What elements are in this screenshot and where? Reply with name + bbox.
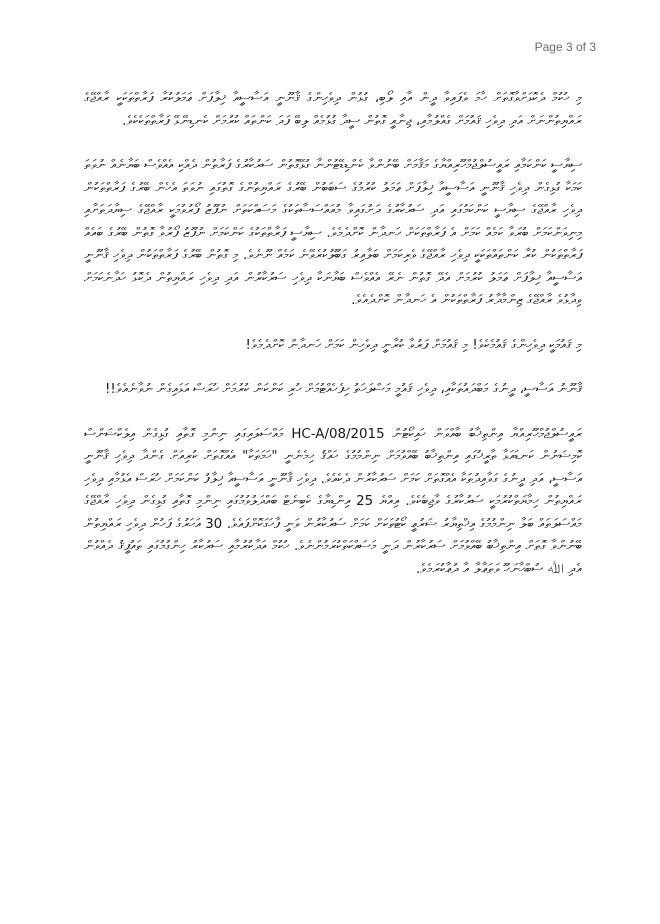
page-number: Page 3 of 3 — [534, 40, 596, 54]
document-body — [84, 88, 582, 581]
paragraph-1: މި ހުކުމް ދެކޮޅަށްވާގޮތަށް ހާމަ ވެފައިވާ ދީން އާއި ލޯބި، ގުޅުން ދިވެހިންގެ ޤާނޫނީ އަސާސީއާ ޚިލާފަށް ޢަމަލުކުރާ ފަރާތްތަކަކީ ރާއްޖޭގެ ރައްޔިތުންނަށް އަދި ދިވެހި ޤައުމަށް ގެއްލުމާއި، ޖިނާއީ ގޮތުން ސީދާ ގުޅުމެއް ލިބޭ ފަދަ ކަންތައް ކުރުމަށް ކެނޑިނޭޅޭ ފަރާތްތަކެކެވެ. — [84, 91, 582, 129]
paragraph-3: މި ޤައުމަކީ ދިވެހިންގެ ޤައުމެކެވެ! މި ޤައުމަށް ފަރުވާ ކުރާނީ ދިވެހިން ކަމަށް ހަނދާން ކޮށްދެމެވެ! — [245, 337, 582, 353]
paragraph-2: ސިޔާސީ ކަންކަމާއި ރައީސުލްޖުމްހޫރިއްޔާގެ މަޤާމަށް ބޭނުންވާ ކެންޑިޑޭޓުންނާ ގުޅޭގޮތުން ސަރުކާރުގެ ފަރާތުން ދެއްކި އެއްވެސް ބަޔާނެއް ނުވަތަ ކަމަކާ ގުޅިގެން ދިވެހި ޤާނޫނީ އަސާސީއާ ޚިލާފަށް ޢަމަލު ކުރުމުގެ ސަބަބުން ބޭރުގެ ރައްޔިތުންގެ ގޮތުގައި ނުވަތަ އެހެން ބޭރުގެ ފަރާތްތަކުން ދިވެހި ރާއްޖޭގެ ސިޔާސީ ކަންކަމުގައި އަދި ސަރުކާރުގެ ދަށުގައިވާ މުއައްސަސާތަކުގެ މަސައްކަތަށް ނުފޫޒު ފޯރުވުމަކީ ރާއްޖޭގެ ސިޔާދަތަށާއި މިނިވަންކަމަށް ބުރަވާ ކަމެއް ކަމަށް އެ ފަރާތްތަކަށް ހަނދާން ކޮށްދެމެވެ. ސިޔާސީ ފަރާތްތަކުގެ ކަންކަމަށް ނުފޫޒު ފޯރުވާ ގޮތުން ބޭރުގެ ބައެއް ފަރާތްތަކުން ކުރާ ކަންތައްތަކަކީ ދިވެހި ރާއްޖޭގެ ވެރިކަމަށް ބަލާއިރު ގަބޫލުކުރެވޭނެ ކަމެއް ނޫނެވެ. މި ގޮތުން ބޭރުގެ ފަރާތްތަކުން ދިވެހި ޤާނޫނީ އަސާސީއާ ޚިލާފަށް ޢަމަލު ކުރުމަށް އެދޭ ގޮތުން ނެރޭ އެއްވެސް ބަޔާނަކާ ދިވެހި ސަރުކާރުން އަދި ދިވެހި ރައްޔިތުން ދެކޮޅު ހަދާނެކަމަށް ވިދާޅުވެ ރާއްޖޭގެ ޒިންމާދާރު ފަރާތްތަކުން އެ ހަނދާން ކޮށްދެއެވެ. — [84, 158, 582, 308]
paragraph-4: ޤާނޫނު އަސާސީ، ދީނުގެ މަބްދައުތަކާއި، ދިވެހި ޤައުމީ މަސްލަހަތު ހިފެހެއްޓުމަށް ހުރި ކަންކަން ކުރުމަށް ހުރަސް އަޅައިގެން ނުވާނެއެވެ!! — [104, 382, 582, 397]
paragraph-5: ރައީސުލްޖުމްހޫރިއްޔާ އިންތިޚާބު ބާއްވަން ހައިކޯޓުން 2015/HC-A/08 މައްސަލައިގައި ނިންމި ގޮތާއި ގުޅިގެން އިލެކްޝަންސް ކޮމިޝަނުން ކަނޑައަޅާ ތާރީޚުގައި އިންތިޚާބު ބޭއްވުމަށް ނިންމުމުގެ ހައްޤު ހިމެނެނީ "ހަމަތަކާ" އެއްގޮތަށް ކުރިއަށް ގެންދާ ދިވެހި ޤާނޫނީ އަސާސީ، އަދި ދީނުގެ ގަވާއިދުތަކާ އެއްގޮތަށް ކަމަށް ސަރުކާރުން ދެކެއެވެ. ދިވެހި ޤާނޫނީ އަސާސީއާ ޚިލާފު ކަންކަމަށް ހުރަސް އެޅުމާއި ދިވެހި ރައްޔިތުން ހިމާޔަތްކުރުމަކީ ސަރުކާރުގެ ވާޖިބެކެވެ. އިއްޔެ 25 އިންޑިޔާގެ ކެބިނެޓް ބައްދަލުވުމުގައި ނިންމި ގޮތާއި ގުޅިގެން ދިވެހި ރާއްޖޭގެ މައްސަލަތައް ބަލާ ނިންމުމުގެ އިޚްތިޔާރު ޝަރުޢީ ކޯޓުތަކަށް ކަމަށް ސަރުކާރުން ވަނީ ފާހަގަކޮށްފައެވެ. 30 އަހަރުގެ ފަހުން ދިވެހި ރައްޔިތުން ބޭނުންވާ ގޮތަށް އިންތިޚާބު ބޭއްވުމަށް ސަރުކާރުން ދަނީ މަސައްކަތްކުރަމުންނެވެ. ހުކުމް އަދާކުރުމާއި ސަރުކާރު ހިންގުމުގައި ތައުފީޤު ދެއްވުން އެދި ﷲ ސުބްޙާނަހޫ ވަތަޢާލާ އާ ދުޢާކުރަމެވެ. — [84, 426, 582, 577]
